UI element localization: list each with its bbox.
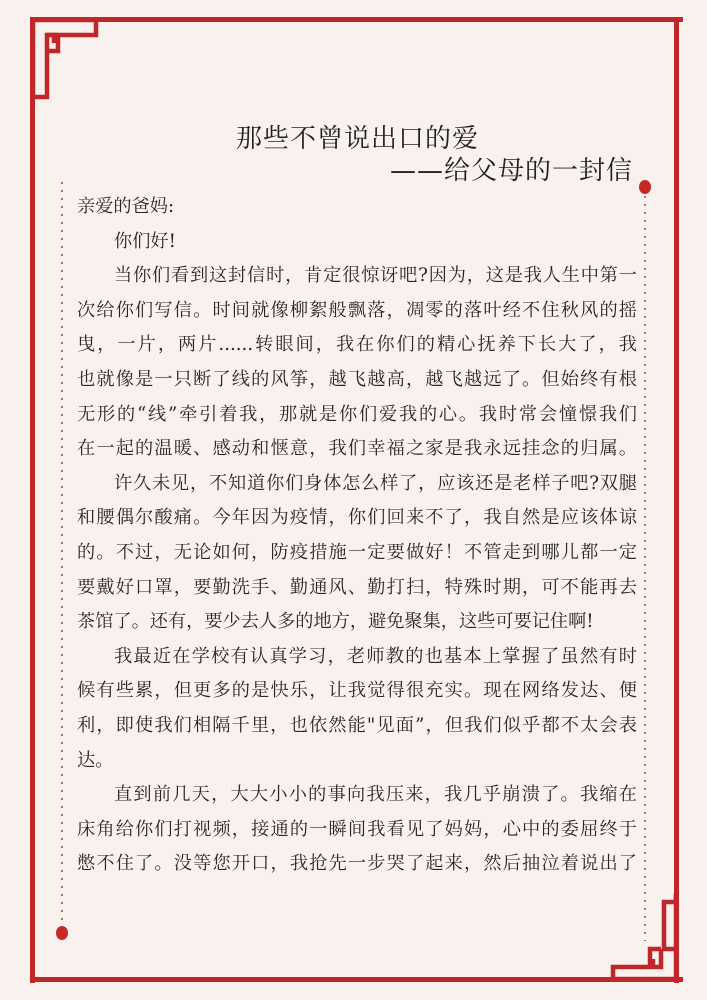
frame-bottom	[30, 977, 683, 982]
left-pin-icon	[56, 926, 68, 940]
text-line: 达。	[77, 749, 114, 771]
text-line: 也就像是一只断了线的风筝，越飞越高，越飞越远了。但始终有根	[77, 368, 637, 390]
letter-body	[77, 190, 637, 882]
text-line: 要戴好口罩，要勤洗手、勤通风、勤打扫，特殊时期，可不能再去	[77, 576, 637, 598]
text-line: 和腰偶尔酸痛。今年因为疫情，你们回来不了，我自然是应该体谅	[77, 507, 637, 529]
text-line: 当你们看到这封信时，肯定很惊讶吧?因为，这是我人生中第一	[114, 265, 637, 287]
corner-ornament-bottom-right-icon	[609, 892, 684, 984]
text-line: 曳，一片，两片......转眼间，我在你们的精心抚养下长大了，我	[77, 334, 637, 356]
text-line: 次给你们写信。时间就像柳絮般飘落，凋零的落叶经不住秋风的摇	[77, 299, 637, 321]
frame-right	[674, 17, 679, 983]
frame-top	[30, 17, 683, 22]
right-pin-icon	[639, 180, 651, 194]
text-line: 我最近在学校有认真学习，老师教的也基本上掌握了虽然有时	[114, 645, 637, 667]
text-line: 许久未见，不知道你们身体怎么样了，应该还是老样子吧?双腿	[114, 472, 637, 494]
frame-left	[30, 17, 35, 983]
text-line: 床角给你们打视频，接通的一瞬间我看见了妈妈，心中的委屈终于	[77, 818, 637, 840]
text-line: 直到前几天，大大小小的事向我压来，我几乎崩溃了。我缩在	[114, 784, 637, 806]
text-line: 候有些累，但更多的是快乐，让我觉得很充实。现在网络发达、便	[77, 680, 637, 702]
corner-ornament-top-left-icon	[28, 15, 108, 105]
text-line: 茶馆了。还有，要少去人多的地方，避免聚集，这些可要记住啊!	[77, 611, 594, 633]
letter-subtitle: ——给父母的一封信	[389, 156, 633, 186]
text-line: 在一起的温暖、感动和惬意，我们幸福之家是我永远挂念的归属。	[77, 438, 637, 460]
text-line: 利，即使我们相隔千里，也依然能"见面”，但我们似乎都不太会表	[77, 714, 637, 736]
letter-title: 那些不曾说出口的爱	[236, 124, 480, 154]
text-line: 你们好!	[114, 230, 176, 252]
text-line: 憋不住了。没等您开口，我抢先一步哭了起来，然后抽泣着说出了	[77, 853, 637, 875]
salutation: 亲爱的爸妈:	[77, 196, 175, 217]
left-dotted-guide	[61, 182, 63, 926]
text-line: 无形的“线”牵引着我，那就是你们爱我的心。我时常会憧憬我们	[77, 403, 637, 425]
right-dotted-guide	[644, 196, 646, 941]
text-line: 的。不过，无论如何，防疫措施一定要做好！不管走到哪儿都一定	[77, 541, 637, 563]
